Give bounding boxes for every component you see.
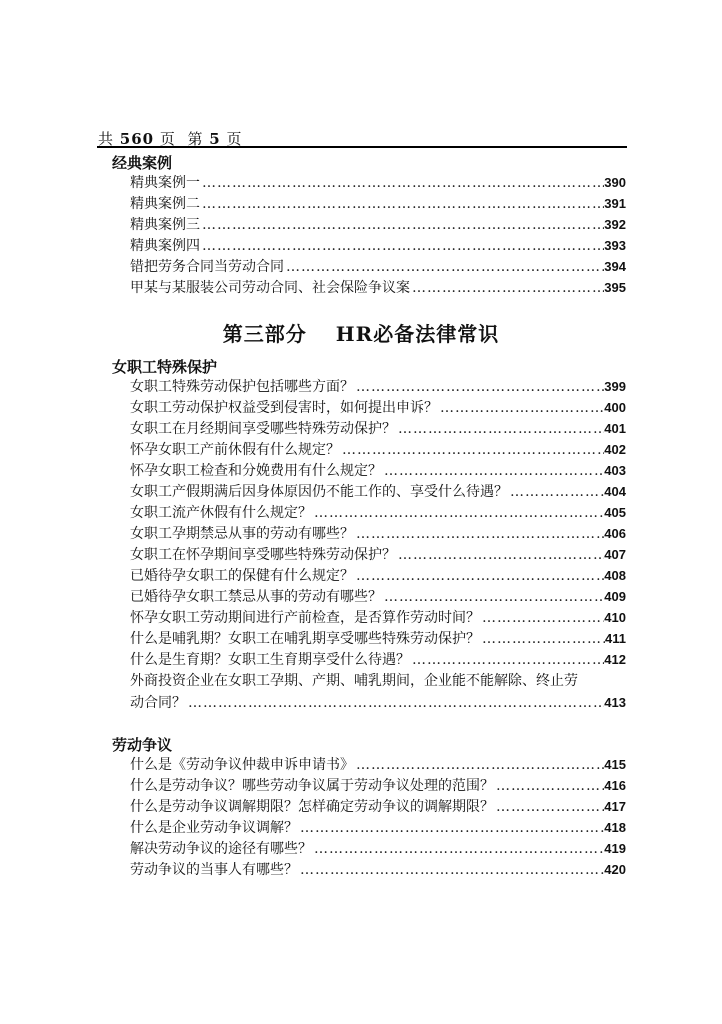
toc-entry[interactable] bbox=[130, 439, 626, 460]
toc-entry[interactable] bbox=[130, 235, 626, 256]
toc-entry-title: 什么是《劳动争议仲裁申诉申请书》 bbox=[130, 757, 354, 773]
header-rule bbox=[97, 146, 627, 148]
toc-leader-dots bbox=[200, 217, 604, 233]
toc-leader-dots bbox=[410, 652, 604, 668]
toc-entry-title: 什么是劳动争议？哪些劳动争议属于劳动争议处理的范围？ bbox=[130, 778, 494, 794]
toc-leader-dots bbox=[298, 820, 604, 836]
toc-leader-dots bbox=[284, 259, 604, 275]
toc-entry[interactable] bbox=[130, 565, 626, 586]
toc-leader-dots bbox=[312, 505, 604, 521]
toc-entry-page: 405 bbox=[604, 505, 626, 520]
toc-entry-title: 什么是生育期？女职工生育期享受什么待遇？ bbox=[130, 652, 410, 668]
toc-entry[interactable] bbox=[130, 859, 626, 880]
toc-entry[interactable] bbox=[130, 754, 626, 775]
toc-entry[interactable] bbox=[130, 838, 626, 859]
toc-entry-page: 401 bbox=[604, 421, 626, 436]
toc-entry[interactable] bbox=[130, 649, 626, 670]
toc-entry-title: 怀孕女职工产前休假有什么规定？ bbox=[130, 442, 340, 458]
toc-entry[interactable] bbox=[130, 692, 626, 713]
toc-leader-dots bbox=[354, 757, 604, 773]
toc-entry[interactable] bbox=[130, 397, 626, 418]
total-pages: 560 bbox=[119, 130, 155, 148]
total-unit: 页 bbox=[159, 130, 176, 148]
toc-entry-title: 女职工在月经期间享受哪些特殊劳动保护？ bbox=[130, 421, 396, 437]
toc-leader-dots bbox=[354, 526, 604, 542]
toc-entry-page: 393 bbox=[604, 238, 626, 253]
toc-leader-dots bbox=[480, 610, 604, 626]
toc-entry-page: 402 bbox=[604, 442, 626, 457]
section-title-labor-disputes: 劳动争议 bbox=[112, 736, 173, 754]
toc-entry-title: 精典案例三 bbox=[130, 217, 200, 233]
toc-entry-page: 411 bbox=[605, 631, 626, 646]
toc-entry-page: 415 bbox=[604, 757, 626, 772]
page-unit: 页 bbox=[226, 130, 243, 148]
toc-entry-page: 400 bbox=[604, 400, 626, 415]
toc-leader-dots bbox=[298, 862, 604, 878]
toc-leader-dots bbox=[480, 631, 605, 647]
part-title: 第三部分 HR必备法律常识 bbox=[222, 322, 500, 346]
toc-entry-title: 错把劳务合同当劳动合同 bbox=[130, 259, 284, 275]
page-number: 5 bbox=[209, 130, 221, 148]
toc-entry-page: 409 bbox=[604, 589, 626, 604]
toc-entry-title: 女职工劳动保护权益受到侵害时，如何提出申诉？ bbox=[130, 400, 438, 416]
toc-entry-page: 420 bbox=[604, 862, 626, 877]
toc-entry-page: 412 bbox=[604, 652, 626, 667]
toc-entry-title: 动合同？ bbox=[130, 695, 186, 711]
toc-leader-dots bbox=[508, 484, 604, 500]
toc-leader-dots bbox=[410, 280, 604, 296]
toc-entry-title: 怀孕女职工劳动期间进行产前检查，是否算作劳动时间？ bbox=[130, 610, 480, 626]
toc-entry[interactable] bbox=[130, 376, 626, 397]
toc-entry-title: 怀孕女职工检查和分娩费用有什么规定？ bbox=[130, 463, 382, 479]
toc-entry-title: 已婚待孕女职工禁忌从事的劳动有哪些？ bbox=[130, 589, 382, 605]
toc-leader-dots bbox=[186, 695, 604, 711]
toc-entry[interactable] bbox=[130, 523, 626, 544]
toc-entry-title: 劳动争议的当事人有哪些？ bbox=[130, 862, 298, 878]
toc-entry[interactable] bbox=[130, 277, 626, 298]
toc-entry-title: 已婚待孕女职工的保健有什么规定？ bbox=[130, 568, 354, 584]
toc-entry-title: 精典案例四 bbox=[130, 238, 200, 254]
toc-entry[interactable] bbox=[130, 544, 626, 565]
toc-entry-page: 408 bbox=[604, 568, 626, 583]
toc-leader-dots bbox=[382, 463, 604, 479]
section-title-classic-cases: 经典案例 bbox=[112, 154, 173, 172]
toc-leader-dots bbox=[312, 841, 604, 857]
toc-entry-title: 精典案例一 bbox=[130, 175, 200, 191]
toc-leader-dots bbox=[354, 379, 604, 395]
toc-entry-title: 女职工在怀孕期间享受哪些特殊劳动保护？ bbox=[130, 547, 396, 563]
toc-entry[interactable] bbox=[130, 193, 626, 214]
toc-entry[interactable] bbox=[130, 607, 626, 628]
toc-entry[interactable] bbox=[130, 418, 626, 439]
toc-entry-page: 418 bbox=[604, 820, 626, 835]
toc-entry-title: 精典案例二 bbox=[130, 196, 200, 212]
toc-leader-dots bbox=[340, 442, 604, 458]
toc-entry-title: 甲某与某服装公司劳动合同、社会保险争议案 bbox=[130, 280, 410, 296]
toc-leader-dots bbox=[382, 589, 604, 605]
toc-entry-page: 406 bbox=[604, 526, 626, 541]
toc-leader-dots bbox=[396, 547, 604, 563]
toc-entry-page: 391 bbox=[604, 196, 626, 211]
toc-entry-page: 403 bbox=[604, 463, 626, 478]
toc-entry[interactable] bbox=[130, 796, 626, 817]
toc-entry-page: 410 bbox=[604, 610, 626, 625]
toc-entry-long-line1[interactable]: 外商投资企业在女职工孕期、产期、哺乳期间，企业能不能解除、终止劳 bbox=[130, 673, 578, 689]
toc-entry-page: 390 bbox=[604, 175, 626, 190]
toc-entry-page: 404 bbox=[604, 484, 626, 499]
toc-entry-page: 395 bbox=[604, 280, 626, 295]
toc-entry-page: 392 bbox=[604, 217, 626, 232]
toc-entry-title: 女职工孕期禁忌从事的劳动有哪些？ bbox=[130, 526, 354, 542]
toc-entry[interactable] bbox=[130, 214, 626, 235]
toc-entry-title: 女职工产假期满后因身体原因仍不能工作的、享受什么待遇？ bbox=[130, 484, 508, 500]
toc-entry[interactable] bbox=[130, 817, 626, 838]
toc-entry-title: 女职工特殊劳动保护包括哪些方面？ bbox=[130, 379, 354, 395]
toc-leader-dots bbox=[200, 196, 604, 212]
toc-entry-title: 解决劳动争议的途径有哪些？ bbox=[130, 841, 312, 857]
toc-entry[interactable] bbox=[130, 256, 626, 277]
toc-entry-page: 407 bbox=[604, 547, 626, 562]
toc-entry-page: 399 bbox=[604, 379, 626, 394]
toc-entry[interactable] bbox=[130, 586, 626, 607]
toc-entry-title: 什么是企业劳动争议调解？ bbox=[130, 820, 298, 836]
toc-entry-page: 416 bbox=[604, 778, 626, 793]
toc-leader-dots bbox=[396, 421, 604, 437]
toc-entry-page: 394 bbox=[604, 259, 626, 274]
toc-leader-dots bbox=[494, 799, 604, 815]
toc-entry-page: 417 bbox=[604, 799, 626, 814]
toc-entry-page: 419 bbox=[604, 841, 626, 856]
toc-entry-title: 女职工流产休假有什么规定？ bbox=[130, 505, 312, 521]
toc-leader-dots bbox=[200, 175, 604, 191]
toc-entry[interactable] bbox=[130, 460, 626, 481]
toc-entry[interactable] bbox=[130, 172, 626, 193]
toc-leader-dots bbox=[438, 400, 604, 416]
total-prefix: 共 bbox=[98, 130, 115, 148]
toc-entry[interactable] bbox=[130, 481, 626, 502]
toc-entry[interactable] bbox=[130, 628, 626, 649]
toc-leader-dots bbox=[494, 778, 604, 794]
toc-entry-page: 413 bbox=[604, 695, 626, 710]
page-prefix: 第 bbox=[187, 130, 204, 148]
toc-entry[interactable] bbox=[130, 775, 626, 796]
toc-entry[interactable] bbox=[130, 502, 626, 523]
toc-entry-title: 什么是哺乳期？女职工在哺乳期享受哪些特殊劳动保护？ bbox=[130, 631, 480, 647]
section-title-female-protection: 女职工特殊保护 bbox=[112, 358, 218, 376]
toc-leader-dots bbox=[354, 568, 604, 584]
toc-entry-title: 什么是劳动争议调解期限？怎样确定劳动争议的调解期限？ bbox=[130, 799, 494, 815]
toc-leader-dots bbox=[200, 238, 604, 254]
